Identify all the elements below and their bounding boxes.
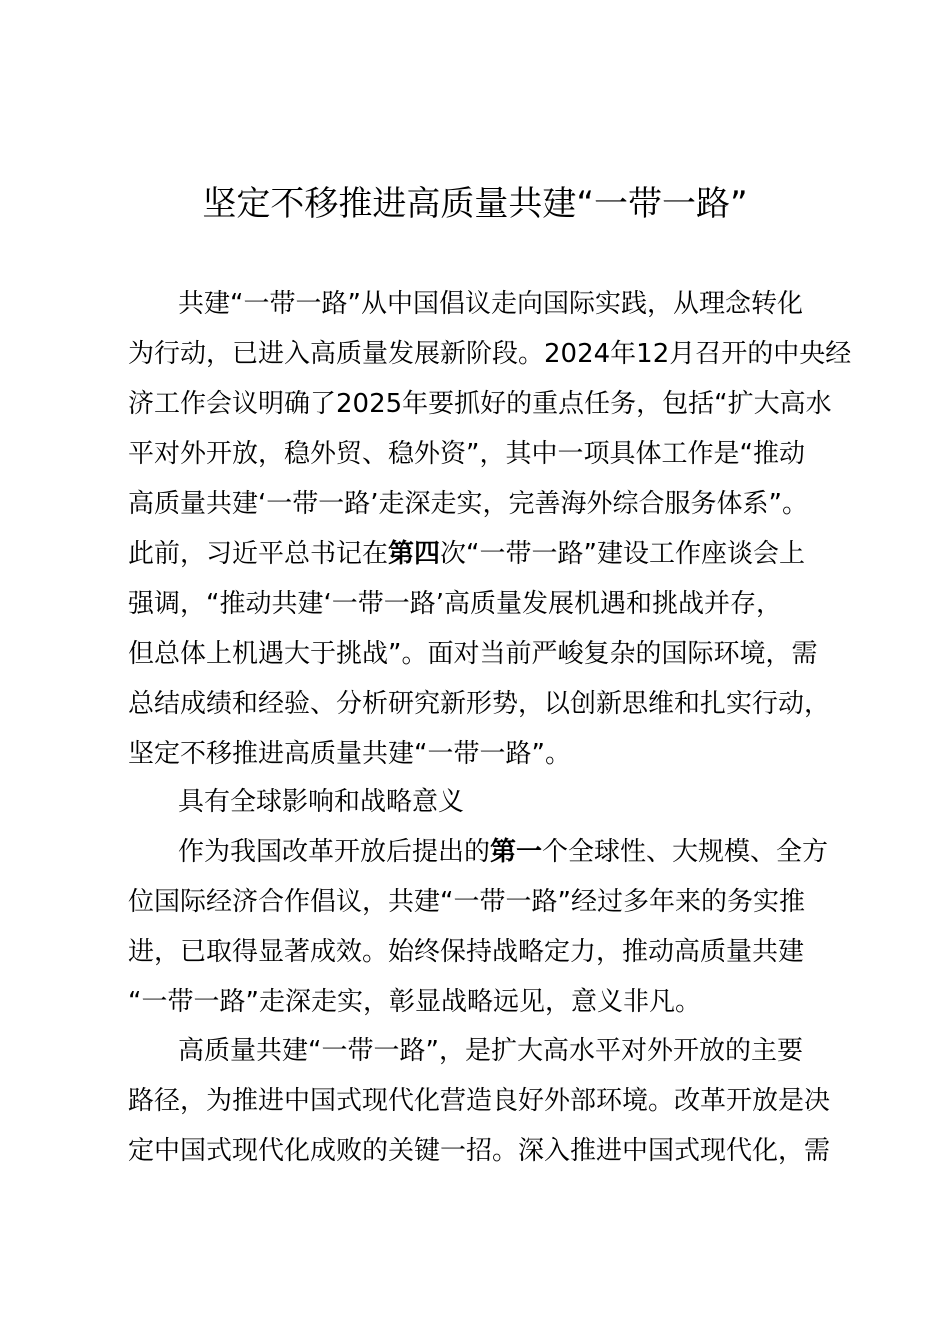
paragraph-line: 高质量共建“一带一路”，是扩大高水平对外开放的主要 xyxy=(178,1036,803,1066)
text-run: 作为我国改革开放后提出的 xyxy=(178,837,491,867)
text-run: 个全球性、大规模、全方 xyxy=(542,837,829,867)
section-heading xyxy=(128,777,848,827)
bold-text: 第一 xyxy=(490,837,543,867)
paragraph-line: 平对外开放，稳外贸、稳外资”，其中一项具体工作是“推动 xyxy=(128,439,805,469)
paragraph-line: “一带一路”走深走实，彰显战略远见，意义非凡。 xyxy=(128,987,701,1017)
paragraph-1 xyxy=(128,279,852,779)
text-run: 次“一带一路”建设工作座谈会上 xyxy=(440,539,805,569)
paragraph-line: 强调，“推动共建‘一带一路’高质量发展机遇和挑战并存， xyxy=(128,589,782,619)
paragraph-line: 济工作会议明确了2025年要抓好的重点任务，包括“扩大高水 xyxy=(128,389,832,419)
paragraph-line xyxy=(128,529,848,579)
paragraph-line: 总结成绩和经验、分析研究新形势，以创新思维和扎实行动， xyxy=(128,689,831,719)
bold-text: 第四 xyxy=(388,539,441,569)
paragraph-2 xyxy=(128,827,848,1027)
section-heading-text: 具有全球影响和战略意义 xyxy=(178,787,465,817)
paragraph-line: 路径，为推进中国式现代化营造良好外部环境。改革开放是决 xyxy=(128,1086,831,1116)
paragraph-line: 共建“一带一路”从中国倡议走向国际实践，从理念转化 xyxy=(178,289,803,319)
paragraph-line: 坚定不移推进高质量共建“一带一路”。 xyxy=(128,739,571,769)
paragraph-line: 为行动，已进入高质量发展新阶段。2024年12月召开的中央经 xyxy=(128,339,852,369)
paragraph-line: 进，已取得显著成效。始终保持战略定力，推动高质量共建 xyxy=(128,937,805,967)
paragraph-line: 位国际经济合作倡议，共建“一带一路”经过多年来的务实推 xyxy=(128,887,805,917)
paragraph-3 xyxy=(128,1026,848,1176)
document-title: 坚定不移推进高质量共建“一带一路” xyxy=(202,184,748,224)
paragraph-line: 定中国式现代化成败的关键一招。深入推进中国式现代化，需 xyxy=(128,1136,831,1166)
text-run: 此前，习近平总书记在 xyxy=(128,539,389,569)
paragraph-line: 高质量共建‘一带一路’走深走实，完善海外综合服务体系”。 xyxy=(128,489,808,519)
paragraph-line xyxy=(128,827,848,877)
paragraph-line: 但总体上机遇大于挑战”。面对当前严峻复杂的国际环境，需 xyxy=(128,639,818,669)
